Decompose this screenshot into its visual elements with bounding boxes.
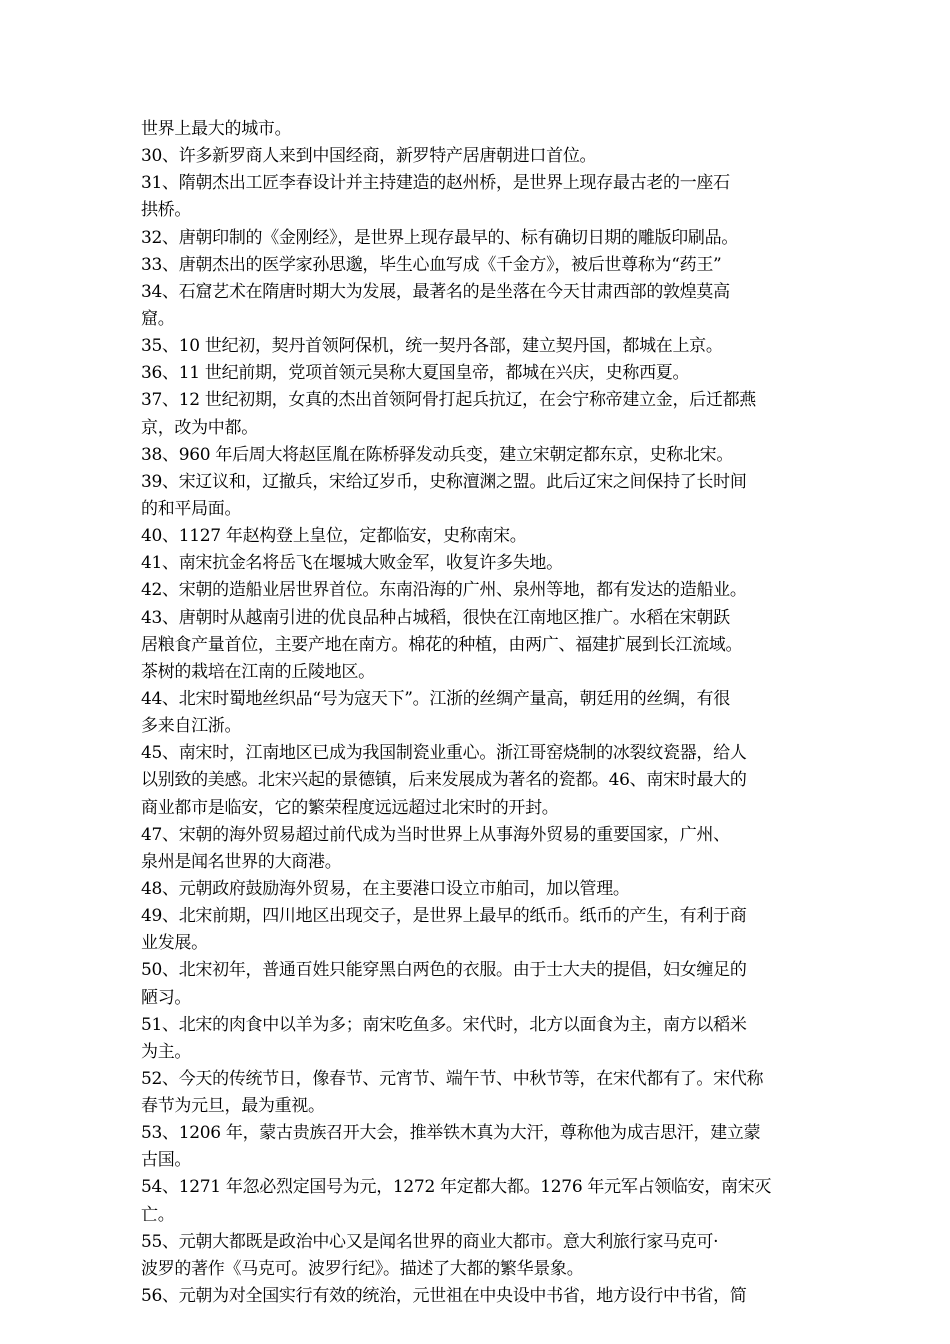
text-line: 居粮食产量首位，主要产地在南方。棉花的种植，由两广、福建扩展到长江流域。 bbox=[141, 634, 743, 655]
text-line: 44、北宋时蜀地丝织品“号为寇天下”。江浙的丝绸产量高，朝廷用的丝绸，有很 bbox=[141, 688, 730, 709]
text-line: 56、元朝为对全国实行有效的统治，元世祖在中央设中书省，地方设行中书省，简 bbox=[141, 1286, 747, 1307]
text-line: 45、南宋时，江南地区已成为我国制瓷业重心。浙江哥窑烧制的冰裂纹瓷器，给人 bbox=[141, 743, 747, 764]
text-line: 40、1127 年赵构登上皇位，定都临安，史称南宋。 bbox=[141, 526, 527, 547]
text-line: 为主。 bbox=[141, 1041, 192, 1062]
text-line: 31、隋朝杰出工匠李春设计并主持建造的赵州桥，是世界上现存最古老的一座石 bbox=[141, 173, 730, 194]
text-line: 34、石窟艺术在隋唐时期大为发展，最著名的是坐落在今天甘肃西部的敦煌莫高 bbox=[141, 281, 730, 302]
text-line: 茶树的栽培在江南的丘陵地区。 bbox=[141, 661, 375, 682]
text-line: 49、北宋前期，四川地区出现交子，是世界上最早的纸币。纸币的产生，有利于商 bbox=[141, 906, 747, 927]
text-line: 世界上最大的城市。 bbox=[141, 119, 292, 139]
text-line: 京，改为中都。 bbox=[141, 417, 258, 438]
text-line: 37、12 世纪初期，女真的杰出首领阿骨打起兵抗辽，在会宁称帝建立金，后迁都燕 bbox=[141, 390, 756, 411]
text-line: 43、唐朝时从越南引进的优良品种占城稻，很快在江南地区推广。水稻在宋朝跃 bbox=[141, 607, 730, 628]
text-line: 36、11 世纪前期，党项首领元昊称大夏国皇帝，都城在兴庆，史称西夏。 bbox=[141, 363, 690, 384]
text-line: 30、许多新罗商人来到中国经商，新罗特产居唐朝进口首位。 bbox=[141, 146, 597, 167]
text-line: 38、960 年后周大将赵匡胤在陈桥驿发动兵变，建立宋朝定都东京，史称北宋。 bbox=[141, 444, 734, 465]
text-line: 41、南宋抗金名将岳飞在堰城大败金军，收复许多失地。 bbox=[141, 553, 563, 574]
text-line: 波罗的著作《马克可。波罗行纪》。描述了大都的繁华景象。 bbox=[141, 1258, 584, 1279]
text-line: 多来自江浙。 bbox=[141, 716, 242, 737]
text-line: 35、10 世纪初，契丹首领阿保机，统一契丹各部，建立契丹国，都城在上京。 bbox=[141, 336, 723, 357]
document-page bbox=[141, 116, 817, 1310]
text-line: 48、元朝政府鼓励海外贸易，在主要港口设立市舶司，加以管理。 bbox=[141, 878, 630, 899]
text-line: 春节为元旦，最为重视。 bbox=[141, 1096, 325, 1117]
text-line: 50、北宋初年，普通百姓只能穿黑白两色的衣服。由于士大夫的提倡，妇女缠足的 bbox=[141, 960, 747, 981]
text-line: 商业都市是临安，它的繁荣程度远远超过北宋时的开封。 bbox=[141, 797, 559, 818]
text-line: 窟。 bbox=[141, 308, 175, 329]
text-line: 54、1271 年忽必烈定国号为元，1272 年定都大都。1276 年元军占领临安，南宋灭 bbox=[141, 1177, 772, 1198]
text-line: 55、元朝大都既是政治中心又是闻名世界的商业大都市。意大利旅行家马克可· bbox=[141, 1231, 719, 1252]
text-line: 33、唐朝杰出的医学家孙思邈，毕生心血写成《千金方》，被后世尊称为“药王” bbox=[141, 254, 722, 275]
text-line: 泉州是闻名世界的大商港。 bbox=[141, 851, 342, 872]
text-line: 53、1206 年，蒙古贵族召开大会，推举铁木真为大汗，尊称他为成吉思汗，建立蒙 bbox=[141, 1123, 761, 1144]
text-line: 古国。 bbox=[141, 1150, 192, 1171]
text-line: 39、宋辽议和，辽撤兵，宋给辽岁币，史称澶渊之盟。此后辽宋之间保持了长时间 bbox=[141, 471, 747, 492]
text-line: 52、今天的传统节日，像春节、元宵节、端午节、中秋节等，在宋代都有了。宋代称 bbox=[141, 1068, 764, 1089]
text-line: 以别致的美感。北宋兴起的景德镇，后来发展成为著名的瓷都。46、南宋时最大的 bbox=[141, 770, 747, 791]
text-line: 51、北宋的肉食中以羊为多；南宋吃鱼多。宋代时，北方以面食为主，南方以稻米 bbox=[141, 1014, 747, 1035]
text-line: 的和平局面。 bbox=[141, 498, 242, 519]
text-line: 业发展。 bbox=[141, 933, 208, 954]
text-line: 42、宋朝的造船业居世界首位。东南沿海的广州、泉州等地，都有发达的造船业。 bbox=[141, 580, 747, 601]
text-line: 陋习。 bbox=[141, 987, 192, 1008]
text-line: 亡。 bbox=[141, 1204, 175, 1225]
text-line: 32、唐朝印制的《金刚经》，是世界上现存最早的、标有确切日期的雕版印刷品。 bbox=[141, 227, 739, 248]
text-line: 47、宋朝的海外贸易超过前代成为当时世界上从事海外贸易的重要国家，广州、 bbox=[141, 824, 730, 845]
text-line: 拱桥。 bbox=[141, 200, 192, 221]
